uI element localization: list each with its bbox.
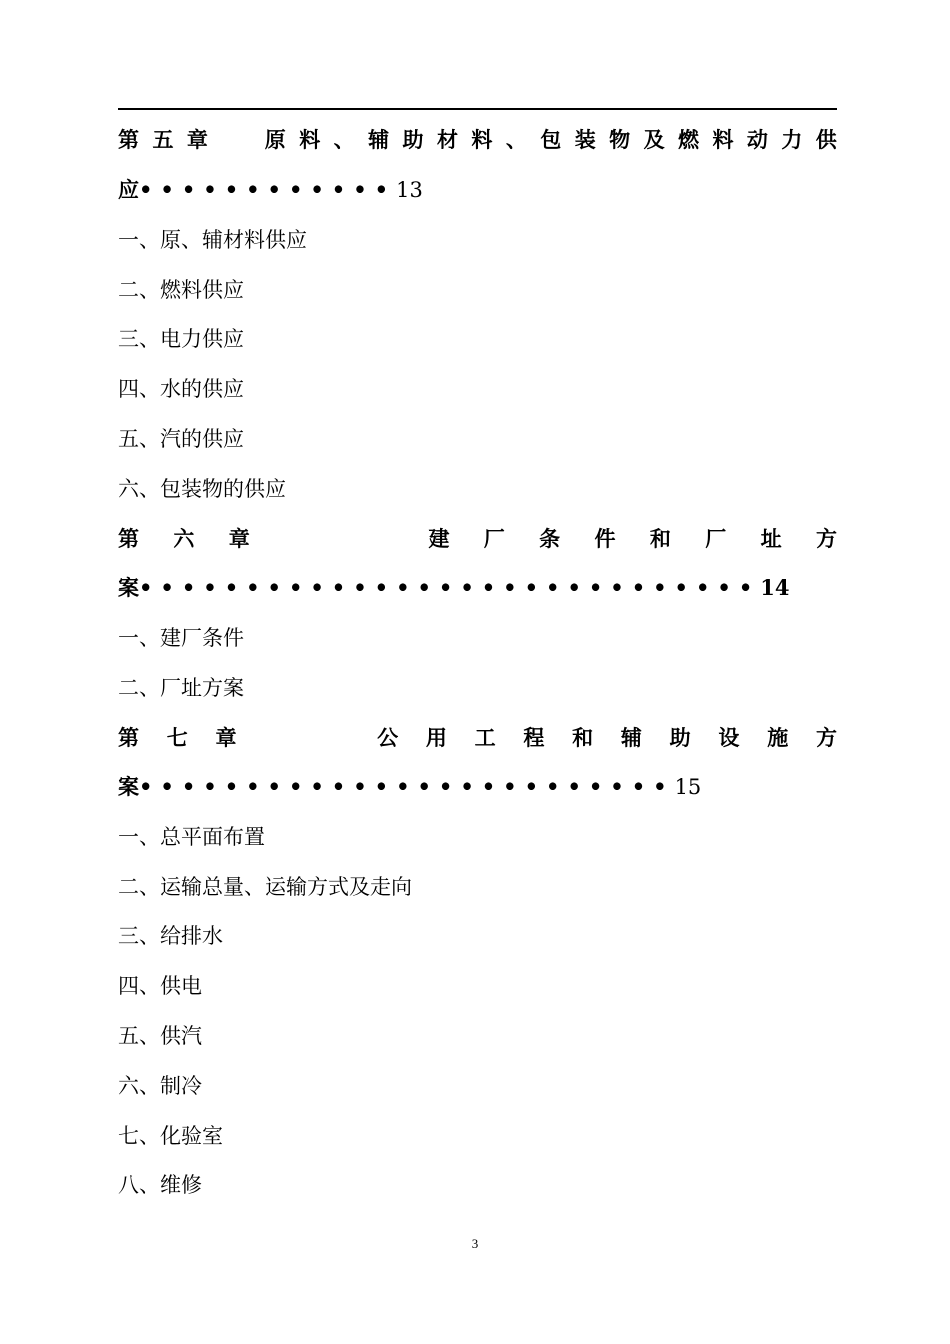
title-gap	[284, 514, 394, 564]
title-char: 厂	[483, 526, 505, 551]
toc-item[interactable]: 三、电力供应	[118, 327, 244, 351]
title-char: 助	[669, 725, 691, 750]
chapter-5-title[interactable]	[118, 115, 837, 165]
title-char: 、	[333, 127, 355, 152]
title-char: 料	[471, 127, 493, 152]
title-char: 第	[118, 526, 139, 551]
toc-item[interactable]: 二、厂址方案	[118, 676, 244, 700]
chapter-5-toc-leader[interactable]	[118, 165, 837, 215]
title-char: 方	[815, 725, 837, 750]
title-gap	[221, 115, 251, 165]
dot-leader: •••••••••••••••••••••••••	[139, 774, 675, 799]
title-char: 设	[718, 725, 740, 750]
toc-item[interactable]: 四、水的供应	[118, 377, 244, 401]
title-char: 五	[152, 127, 174, 152]
title-char: 施	[767, 725, 789, 750]
title-char: 助	[402, 127, 424, 152]
title-char: 第	[118, 127, 139, 152]
title-char: 包	[540, 127, 562, 152]
page-number: 3	[471, 1236, 479, 1251]
title-char: 动	[746, 127, 768, 152]
title-char: 公	[377, 725, 399, 750]
chapter-6-toc-leader[interactable]	[118, 563, 837, 613]
title-char: 供	[815, 127, 837, 152]
chapter-6-title[interactable]	[118, 514, 837, 564]
toc-item[interactable]: 六、制冷	[118, 1074, 202, 1098]
title-tail-char: 应	[118, 177, 139, 202]
title-char: 、	[505, 127, 527, 152]
dot-leader: •••••••••••••••••••••••••••••	[139, 575, 761, 600]
title-char: 程	[523, 725, 545, 750]
title-char: 建	[428, 526, 450, 551]
toc-item[interactable]: 二、燃料供应	[118, 278, 244, 302]
title-char: 辅	[620, 725, 642, 750]
title-char: 件	[594, 526, 616, 551]
title-tail-char: 案	[118, 774, 139, 799]
toc-item[interactable]: 六、包装物的供应	[118, 477, 286, 501]
chapter-7-toc-leader[interactable]	[118, 762, 837, 812]
title-char: 和	[572, 725, 594, 750]
toc-item[interactable]: 二、运输总量、运输方式及走向	[118, 875, 412, 899]
title-char: 及	[643, 127, 665, 152]
title-char: 章	[228, 526, 250, 551]
title-char: 条	[539, 526, 561, 551]
title-char: 七	[166, 725, 188, 750]
title-char: 物	[609, 127, 631, 152]
toc-item[interactable]: 一、原、辅材料供应	[118, 228, 307, 252]
title-char: 料	[299, 127, 321, 152]
title-char: 装	[574, 127, 596, 152]
title-char: 燃	[678, 127, 699, 152]
toc-item[interactable]: 五、汽的供应	[118, 427, 244, 451]
toc-item[interactable]: 八、维修	[118, 1173, 202, 1197]
title-char: 厂	[705, 526, 727, 551]
title-char: 辅	[368, 127, 390, 152]
dot-leader: ••••••••••••	[139, 177, 397, 202]
title-char: 材	[436, 127, 458, 152]
toc-item[interactable]: 三、给排水	[118, 924, 223, 948]
toc-item[interactable]: 一、总平面布置	[118, 825, 265, 849]
title-tail-char: 案	[118, 575, 139, 600]
toc-item[interactable]: 五、供汽	[118, 1024, 202, 1048]
header-rule	[118, 108, 837, 110]
title-char: 和	[649, 526, 671, 551]
toc-item[interactable]: 四、供电	[118, 974, 202, 998]
chapter-7-title[interactable]	[118, 713, 837, 763]
title-char: 六	[173, 526, 195, 551]
title-char: 章	[215, 725, 237, 750]
title-char: 料	[712, 127, 734, 152]
title-gap	[264, 713, 349, 763]
toc-page-number: 15	[674, 775, 702, 799]
title-char: 力	[781, 127, 803, 152]
toc-item[interactable]: 一、建厂条件	[118, 626, 244, 650]
title-char: 第	[118, 725, 139, 750]
title-char: 址	[760, 526, 782, 551]
toc-item[interactable]: 七、化验室	[118, 1124, 223, 1148]
toc-page-number: 14	[760, 575, 790, 600]
title-char: 章	[186, 127, 208, 152]
title-char: 用	[425, 725, 447, 750]
toc-page-number: 13	[396, 178, 423, 202]
title-char: 原	[264, 127, 286, 152]
title-char: 方	[815, 526, 837, 551]
title-char: 工	[474, 725, 496, 750]
